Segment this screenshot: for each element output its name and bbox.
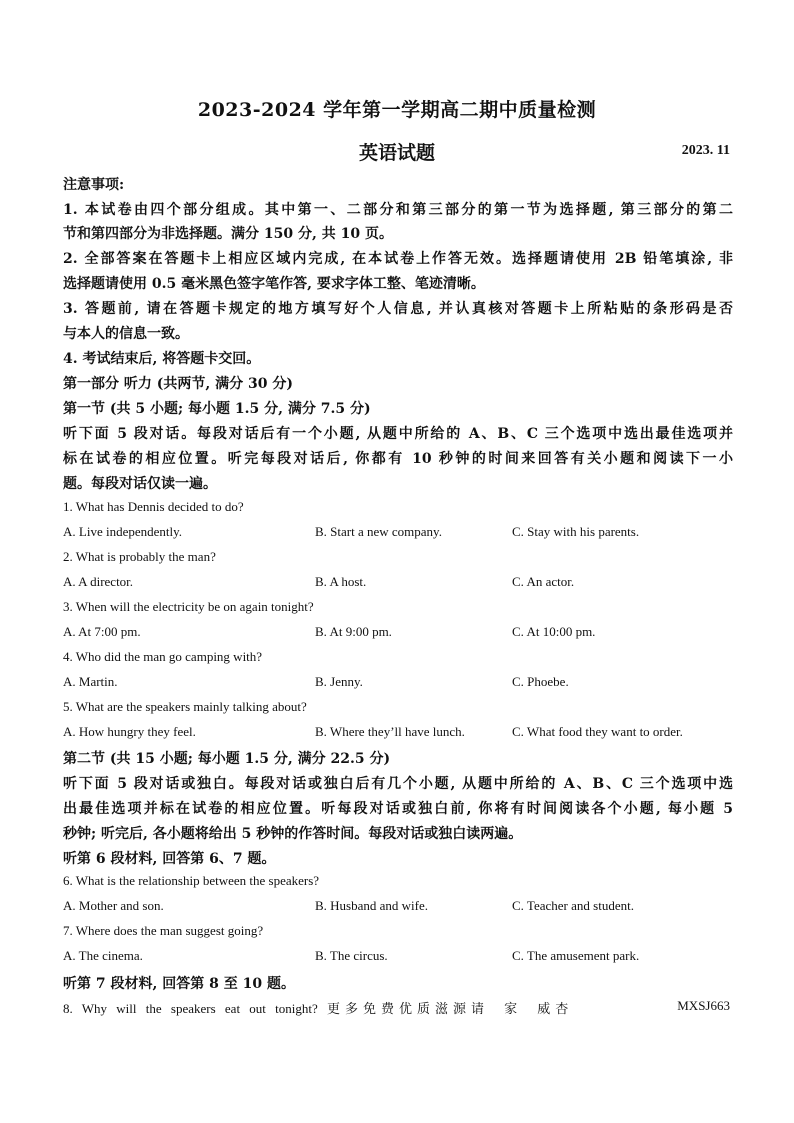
notes-line: 选择题请使用 0.5 毫米黑色签字笔作答, 要求字体工整、笔迹清晰。 <box>63 276 485 292</box>
exam-date: 2023. 11 <box>681 143 730 158</box>
notes-line: 4. 考试结束后, 将答题卡交回。 <box>63 351 261 367</box>
option-a: A. At 7:00 pm. <box>63 624 141 639</box>
option-b: B. Where they’ll have lunch. <box>315 724 465 739</box>
question-8 <box>63 998 733 1017</box>
question-text: 5. What are the speakers mainly talking about? <box>63 699 307 714</box>
watermark-text: 更多免费优质滋源请 家 威杏 <box>327 1002 574 1017</box>
option-a: A. A director. <box>63 574 134 589</box>
option-b: B. At 9:00 pm. <box>315 624 392 639</box>
exam-subject: 英语试题 <box>358 142 435 164</box>
option-c: C. Stay with his parents. <box>512 524 640 539</box>
option-a: A. Live independently. <box>63 524 183 539</box>
notes-line: 节和第四部分为非选择题。满分 150 分, 共 10 页。 <box>63 226 393 242</box>
notes-line: 2. 全部答案在答题卡上相应区域内完成, 在本试卷上作答无效。选择题请使用 2B 铅笔填涂, 非 <box>63 251 733 267</box>
option-c: C. Phoebe. <box>512 674 569 689</box>
question-text: 3. When will the electricity be on again tonight? <box>63 599 314 614</box>
material-heading: 听第 6 段材料, 回答第 6、7 题。 <box>63 851 276 867</box>
exam-title: 2023-2024 学年第一学期高二期中质量检测 <box>197 99 597 121</box>
option-b: B. A host. <box>315 574 367 589</box>
notes-line: 3. 答题前, 请在答题卡规定的地方填写好个人信息, 并认真核对答题卡上所粘贴的条形码是否 <box>63 301 733 317</box>
notes-line: 与本人的信息一致。 <box>63 326 189 342</box>
option-c: C. Teacher and student. <box>512 898 634 913</box>
section2-instructions: 听下面 5 段对话或独白。每段对话或独白后有几个小题, 从题中所给的 A、B、C 三个选项中选 <box>63 776 733 792</box>
option-c: C. The amusement park. <box>512 948 640 963</box>
subtitle-row <box>0 138 794 164</box>
option-a: A. Mother and son. <box>63 898 164 913</box>
option-a: A. Martin. <box>63 674 118 689</box>
section1-instructions: 题。每段对话仅读一遍。 <box>63 476 217 492</box>
part1-heading: 第一部分 听力 (共两节, 满分 30 分) <box>63 376 293 392</box>
notes-heading: 注意事项: <box>63 177 125 193</box>
option-a: A. How hungry they feel. <box>63 724 196 739</box>
section2-instructions: 出最佳选项并标在试卷的相应位置。听每段对话或独白前, 你将有时间阅读各个小题, 每小题 5 <box>63 801 733 817</box>
section1-heading: 第一节 (共 5 小题; 每小题 1.5 分, 满分 7.5 分) <box>63 401 371 417</box>
option-c: C. An actor. <box>512 574 575 589</box>
question-text: 8. Why will the speakers eat out tonight? <box>63 1001 318 1016</box>
option-a: A. The cinema. <box>63 948 143 963</box>
material-heading: 听第 7 段材料, 回答第 8 至 10 题。 <box>63 976 295 992</box>
option-c: C. At 10:00 pm. <box>512 624 596 639</box>
option-b: B. Husband and wife. <box>315 898 429 913</box>
section2-instructions: 秒钟; 听完后, 各小题将给出 5 秒钟的作答时间。每段对话或独白读两遍。 <box>63 826 523 842</box>
question-text: 7. Where does the man suggest going? <box>63 923 264 938</box>
notes-line: 1. 本试卷由四个部分组成。其中第一、二部分和第三部分的第一节为选择题, 第三部分的第二 <box>63 202 733 218</box>
question-text: 6. What is the relationship between the speakers? <box>63 873 320 888</box>
question-text: 2. What is probably the man? <box>63 549 216 564</box>
option-b: B. The circus. <box>315 948 388 963</box>
section2-heading: 第二节 (共 15 小题; 每小题 1.5 分, 满分 22.5 分) <box>63 751 391 767</box>
option-b: B. Jenny. <box>315 674 363 689</box>
option-b: B. Start a new company. <box>315 524 442 539</box>
section1-instructions: 标在试卷的相应位置。听完每段对话后, 你都有 10 秒钟的时间来回答有关小题和阅读下一小 <box>63 451 733 467</box>
section1-instructions: 听下面 5 段对话。每段对话后有一个小题, 从题中所给的 A、B、C 三个选项中选出最佳选项并 <box>63 426 733 442</box>
question-text: 1. What has Dennis decided to do? <box>63 499 244 514</box>
document-code: MXSJ663 <box>677 998 730 1013</box>
question-text: 4. Who did the man go camping with? <box>63 649 263 664</box>
option-c: C. What food they want to order. <box>512 724 683 739</box>
